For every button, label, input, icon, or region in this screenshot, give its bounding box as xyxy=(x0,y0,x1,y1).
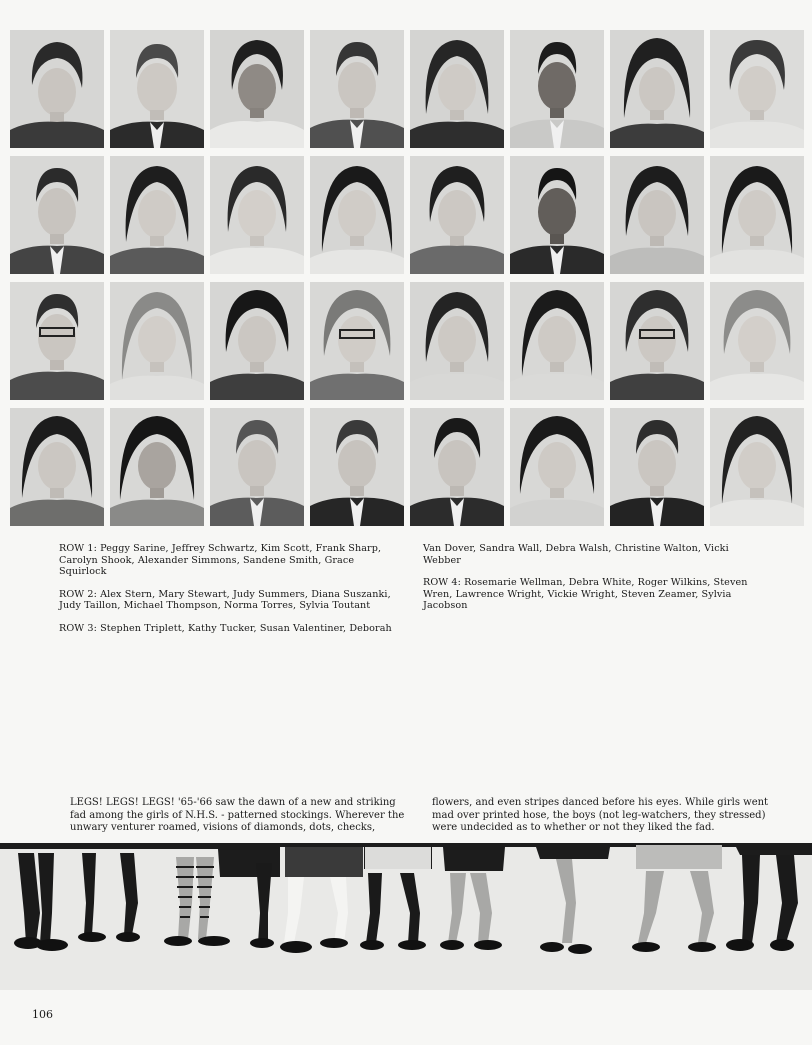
portrait-row4-6 xyxy=(510,408,604,526)
portrait-row4-2 xyxy=(110,408,204,526)
portrait-row3-6 xyxy=(510,282,604,400)
portrait-row4-1 xyxy=(10,408,104,526)
portrait-row3-5 xyxy=(410,282,504,400)
portrait-row1-4 xyxy=(310,30,404,148)
portrait-row2-1 xyxy=(10,156,104,274)
portrait-row1-2 xyxy=(110,30,204,148)
caption-right-column xyxy=(423,543,759,623)
portrait-row4-7 xyxy=(610,408,704,526)
portrait-row1-6 xyxy=(510,30,604,148)
portrait-row2-5 xyxy=(410,156,504,274)
portrait-row4-5 xyxy=(410,408,504,526)
caption-row2: ROW 2: Alex Stern, Mary Stewart, Judy Summers, Diana Suszanki, Judy Taillon, Michael Thompson, Norma Torres, Sylvia Toutant xyxy=(59,588,391,611)
caption-left-column xyxy=(59,543,395,645)
portrait-row3-8 xyxy=(710,282,804,400)
portrait-row2-4 xyxy=(310,156,404,274)
caption-row1: ROW 1: Peggy Sarine, Jeffrey Schwartz, Kim Scott, Frank Sharp, Carolyn Shook, Alexander Simmons, Sandene Smith, Grace Squirlock xyxy=(59,543,382,577)
portrait-row2-2 xyxy=(110,156,204,274)
portrait-row1-8 xyxy=(710,30,804,148)
portrait-row2-7 xyxy=(610,156,704,274)
caption-row3-start: ROW 3: Stephen Triplett, Kathy Tucker, Susan Valentiner, Deborah xyxy=(59,622,392,634)
legs-text-left: LEGS! LEGS! LEGS! '65-'66 saw the dawn of a new and striking fad among the girls of N.H.S. - patterned stockings. Wherever the unwary venturer roamed, visions of diamonds, dots, checks, xyxy=(70,797,405,833)
portrait-grid xyxy=(8,30,804,528)
portrait-row1-1 xyxy=(10,30,104,148)
portrait-row1-7 xyxy=(610,30,704,148)
portrait-row3-1 xyxy=(10,282,104,400)
portrait-row1-3 xyxy=(210,30,304,148)
legs-photo xyxy=(0,843,812,990)
caption-row4: ROW 4: Rosemarie Wellman, Debra White, Roger Wilkins, Steven Wren, Lawrence Wright, Vickie Wright, Steven Zeamer, Sylvia Jacobson xyxy=(423,577,748,611)
portrait-row3-7 xyxy=(610,282,704,400)
portrait-row2-3 xyxy=(210,156,304,274)
page-number: 106 xyxy=(32,1008,53,1021)
caption-row3-end: Van Dover, Sandra Wall, Debra Walsh, Christine Walton, Vicki Webber xyxy=(423,543,729,566)
portrait-row4-3 xyxy=(210,408,304,526)
portrait-row2-8 xyxy=(710,156,804,274)
portrait-row4-8 xyxy=(710,408,804,526)
portrait-row3-3 xyxy=(210,282,304,400)
legs-text-right: flowers, and even stripes danced before his eyes. While girls went mad over printed hose, the boys (not leg-watchers, they stressed) were undecided as to whether or not they liked the fad. xyxy=(432,797,769,833)
portrait-row3-4 xyxy=(310,282,404,400)
portrait-row1-5 xyxy=(410,30,504,148)
portrait-row2-6 xyxy=(510,156,604,274)
portrait-row3-2 xyxy=(110,282,204,400)
portrait-row4-4 xyxy=(310,408,404,526)
